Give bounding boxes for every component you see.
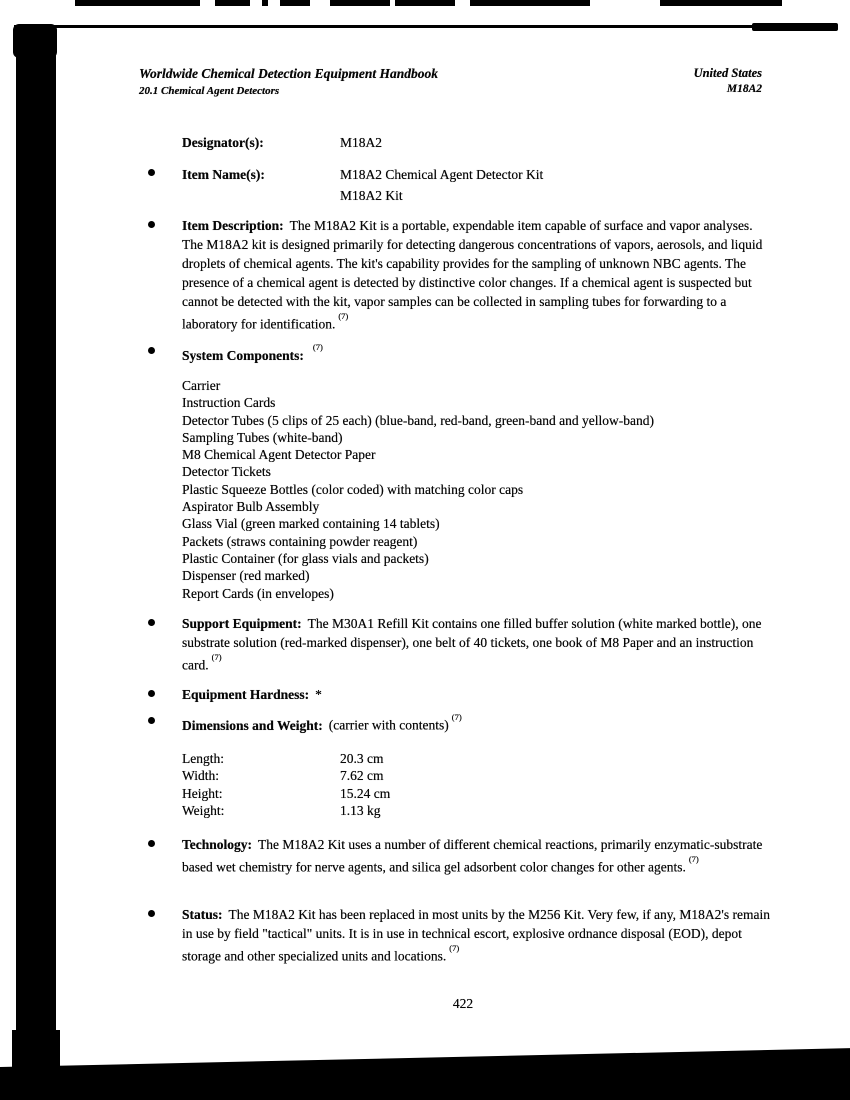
- item-name-value: M18A2 Kit: [340, 188, 403, 203]
- footnote-ref: (7): [338, 311, 349, 321]
- header-country: United States: [693, 66, 762, 80]
- component-item: Sampling Tubes (white-band): [182, 429, 343, 445]
- bullet-icon: [148, 169, 155, 176]
- technology-text: The M18A2 Kit uses a number of different chemical reactions, primarily enzymatic-substrate based wet chemistry for nerve agents, and silica gel adsorbent color changes for other agents.: [182, 837, 763, 875]
- scan-artifact-top-segment: [470, 0, 590, 6]
- dimension-value: 1.13 kg: [340, 803, 381, 819]
- bullet-icon: [148, 717, 155, 724]
- component-item: Detector Tickets: [182, 464, 271, 480]
- item-name-values: [340, 164, 772, 206]
- page-number: 422: [452, 996, 474, 1011]
- designator-row: [182, 133, 772, 152]
- document-header-right: [540, 66, 762, 95]
- component-item: Carrier: [182, 378, 221, 393]
- bullet-icon: [148, 619, 155, 626]
- dimension-label: Length:: [182, 751, 224, 766]
- dimensions-label: Dimensions and Weight:: [182, 717, 323, 733]
- scan-artifact-line-blob: [752, 23, 838, 31]
- bullet-icon: [148, 221, 155, 228]
- status-label: Status:: [182, 907, 223, 922]
- component-item: Glass Vial (green marked containing 14 tablets): [182, 516, 440, 532]
- hardness-value: *: [315, 687, 322, 702]
- scan-artifact-top-segment: [330, 0, 390, 6]
- support-equipment-section: [182, 614, 772, 675]
- bullet-icon: [148, 840, 155, 847]
- scan-artifact-bottom-left: [0, 1072, 62, 1100]
- footnote-ref: (7): [211, 652, 222, 662]
- components-list: [182, 377, 772, 602]
- scan-artifact-top-segment: [660, 0, 782, 6]
- bullet-icon: [148, 347, 155, 354]
- equipment-hardness-section: [182, 685, 772, 704]
- scan-artifact-top-segment: [395, 0, 455, 6]
- component-item: Instruction Cards: [182, 395, 276, 411]
- header-section: 20.1 Chemical Agent Detectors: [139, 85, 280, 97]
- item-name-value: M18A2 Chemical Agent Detector Kit: [340, 167, 544, 182]
- header-model: M18A2: [726, 83, 762, 95]
- components-label: System Components:: [182, 347, 304, 363]
- dimension-label: Weight:: [182, 803, 225, 819]
- dimensions-note: (carrier with contents): [328, 717, 449, 733]
- components-heading: [182, 342, 772, 365]
- status-text: The M18A2 Kit has been replaced in most units by the M256 Kit. Very few, if any, M18A2's remain in use by field "tactical" units. It is in use in technical escort, explosive ordnance disposal (EOD), depot storage and other specialized units and locations.: [182, 907, 770, 964]
- technology-label: Technology:: [182, 837, 253, 852]
- scan-artifact-bottom-band: [0, 1046, 850, 1100]
- document-header-left: [139, 66, 438, 97]
- dimension-value: 7.62 cm: [340, 768, 384, 784]
- equipment-hardness-label: Equipment Hardness:: [182, 687, 310, 702]
- footnote-ref: (7): [312, 342, 323, 352]
- scan-artifact-left-bar: [16, 26, 56, 1084]
- dimension-value: 15.24 cm: [340, 785, 391, 801]
- support-equipment-label: Support Equipment:: [182, 616, 302, 631]
- dimensions-heading: [182, 712, 772, 735]
- footnote-ref: (7): [688, 854, 699, 864]
- support-equipment-text: The M30A1 Refill Kit contains one filled buffer solution (white marked bottle), one substrate solution (red-marked dispenser), one belt of 40 tickets, one book of M8 Paper and an instruction card.: [182, 616, 762, 673]
- item-description-section: [182, 216, 772, 334]
- footnote-ref: (7): [451, 712, 462, 722]
- item-description-text: The M18A2 Kit is a portable, expendable item capable of surface and vapor analyses. The M18A2 kit is designed primarily for detecting dangerous concentrations of vapors, aerosols, and liquid droplets of chemical agents. The kit's capability provides for the sampling of unknown NBC agents. The presence of a chemical agent is detected by distinctive color changes. If a chemical agent is suspected but cannot be detected with the kit, vapor samples can be collected in sampling tubes for forwarding to a laboratory for identification.: [182, 218, 763, 332]
- scan-artifact-top-segment: [75, 0, 200, 6]
- dimensions-table: [182, 750, 772, 820]
- bullet-icon: [148, 690, 155, 697]
- dimension-label: Height:: [182, 785, 223, 801]
- header-title: Worldwide Chemical Detection Equipment Handbook: [139, 66, 439, 81]
- scan-artifact-top-segment: [262, 0, 268, 6]
- component-item: Plastic Container (for glass vials and packets): [182, 550, 429, 566]
- scan-artifact-top-segment: [280, 0, 310, 6]
- component-item: Plastic Squeeze Bottles (color coded) with matching color caps: [182, 481, 524, 497]
- component-item: Dispenser (red marked): [182, 568, 310, 584]
- item-description-label: Item Description:: [182, 218, 284, 233]
- component-item: Detector Tubes (5 clips of 25 each) (blue-band, red-band, green-band and yellow-band): [182, 412, 654, 428]
- component-item: M8 Chemical Agent Detector Paper: [182, 447, 376, 463]
- status-section: [182, 905, 772, 966]
- scan-artifact-top-segment: [215, 0, 250, 6]
- component-item: Aspirator Bulb Assembly: [182, 499, 320, 515]
- component-item: Report Cards (in envelopes): [182, 585, 334, 601]
- designator-label: Designator(s):: [182, 135, 264, 150]
- component-item: Packets (straws containing powder reagent): [182, 533, 418, 549]
- technology-section: [182, 835, 772, 877]
- designator-value: M18A2: [340, 135, 383, 150]
- item-name-row: [182, 164, 772, 206]
- scan-artifact-line: [14, 25, 838, 28]
- footnote-ref: (7): [449, 943, 460, 953]
- dimension-label: Width:: [182, 768, 219, 784]
- dimension-value: 20.3 cm: [340, 751, 384, 766]
- bullet-icon: [148, 910, 155, 917]
- item-name-label: Item Name(s):: [182, 167, 265, 182]
